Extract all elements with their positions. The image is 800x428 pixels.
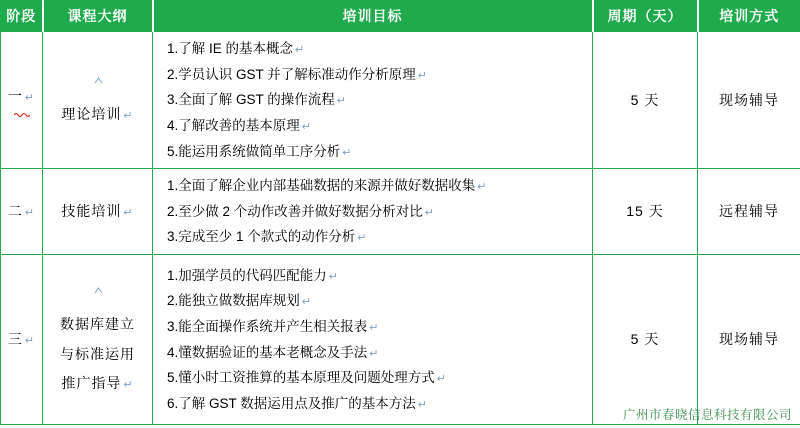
goal-line	[167, 199, 586, 225]
goal-text: 6.了解 GST 数据运用点及推广的基本方法	[167, 395, 416, 411]
pilcrow-mark: ↵	[357, 232, 367, 245]
pilcrow-mark: ↵	[417, 398, 427, 411]
goal-text: 3.完成至少 1 个款式的动作分析	[167, 229, 356, 245]
pilcrow-mark: ↵	[342, 146, 352, 159]
goal-line	[167, 87, 586, 113]
goal-text: 4.了解改善的基本原理	[167, 117, 300, 133]
goal-line	[167, 224, 586, 250]
goal-line	[167, 36, 586, 62]
cell-outline	[43, 32, 153, 169]
goal-line	[167, 139, 586, 165]
cell-mode: 现场辅导	[698, 255, 800, 425]
cell-stage	[1, 255, 43, 425]
column-header-stage: 阶段	[1, 1, 43, 32]
goal-line	[167, 263, 586, 289]
cell-mode: 现场辅导	[698, 32, 800, 169]
pilcrow-mark: ↵	[477, 181, 487, 194]
goal-text: 2.学员认识 GST 并了解标准动作分析原理	[167, 66, 416, 82]
cell-outline	[43, 255, 153, 425]
goal-line	[167, 288, 586, 314]
table-row	[1, 169, 800, 255]
caret-icon	[94, 287, 103, 294]
pilcrow-mark: ↵	[328, 270, 338, 283]
pilcrow-mark: ↵	[369, 321, 379, 334]
pilcrow-mark: ↵	[301, 296, 311, 309]
goal-line	[167, 340, 586, 366]
pilcrow-mark: ↵	[24, 91, 36, 104]
table-row	[1, 255, 800, 425]
header-row	[1, 1, 800, 32]
goal-text: 5.能运用系统做简单工序分析	[167, 143, 341, 159]
table-body	[1, 32, 800, 425]
cell-stage	[1, 32, 43, 169]
outline-label: 数据库建立 与标准运用 推广指导	[60, 316, 135, 392]
pilcrow-mark: ↵	[301, 120, 311, 133]
table-row	[1, 32, 800, 169]
goal-text: 1.加强学员的代码匹配能力	[167, 267, 327, 283]
cell-cycle: 5 天	[593, 255, 698, 425]
red-squiggle-icon	[14, 111, 30, 117]
stage-label: 一	[7, 87, 23, 104]
goal-text: 2.至少做 2 个动作改善并做好数据分析对比	[167, 203, 423, 219]
pilcrow-mark: ↵	[369, 347, 379, 360]
goal-text: 1.了解 IE 的基本概念	[167, 41, 294, 56]
cell-mode: 远程辅导	[698, 169, 800, 255]
goal-text: 2.能独立做数据库规划	[167, 293, 300, 309]
cell-goal	[153, 169, 593, 255]
goal-line	[167, 62, 586, 88]
goal-line	[167, 173, 586, 199]
goal-text: 4.懂数据验证的基本老概念及手法	[167, 344, 368, 360]
goal-text: 3.全面了解 GST 的操作流程	[167, 92, 335, 108]
caret-icon	[94, 77, 103, 84]
pilcrow-mark: ↵	[417, 69, 427, 82]
pilcrow-mark: ↵	[295, 44, 305, 56]
goal-text: 5.懂小时工资推算的基本原理及问题处理方式	[167, 370, 435, 386]
column-header-cycle: 周期（天）	[593, 1, 698, 32]
pilcrow-mark: ↵	[123, 379, 134, 392]
pilcrow-mark: ↵	[424, 206, 434, 219]
column-header-goal: 培训目标	[153, 1, 593, 32]
goal-line	[167, 113, 586, 139]
outline-label: 理论培训	[61, 106, 122, 123]
goal-line	[167, 314, 586, 340]
cell-cycle: 15 天	[593, 169, 698, 255]
pilcrow-mark: ↵	[123, 110, 134, 123]
goal-text: 1.全面了解企业内部基础数据的来源并做好数据收集	[167, 178, 476, 194]
goal-line	[167, 365, 586, 391]
cell-stage	[1, 169, 43, 255]
pilcrow-mark: ↵	[24, 207, 36, 220]
pilcrow-mark: ↵	[436, 373, 446, 386]
cell-cycle: 5 天	[593, 32, 698, 169]
stage-label: 三	[7, 331, 23, 348]
stage-label: 二	[7, 203, 23, 220]
goal-line	[167, 391, 586, 417]
goal-text: 3.能全面操作系统并产生相关报表	[167, 318, 368, 334]
pilcrow-mark: ↵	[123, 206, 134, 219]
table-header	[1, 1, 800, 32]
outline-label: 技能培训	[61, 202, 122, 219]
pilcrow-mark: ↵	[24, 335, 36, 348]
company-watermark: 广州市春晓信息科技有限公司	[622, 408, 792, 422]
column-header-mode: 培训方式	[698, 1, 800, 32]
cell-outline	[43, 169, 153, 255]
cell-goal	[153, 255, 593, 425]
pilcrow-mark: ↵	[336, 95, 346, 108]
column-header-outline: 课程大纲	[43, 1, 153, 32]
cell-goal	[153, 32, 593, 169]
